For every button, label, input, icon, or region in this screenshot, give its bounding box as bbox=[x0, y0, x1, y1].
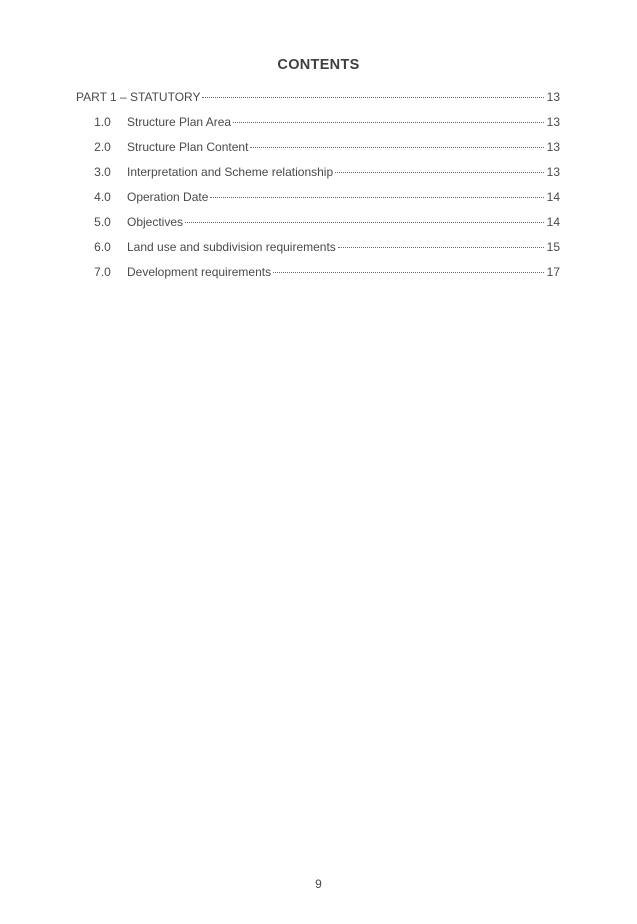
dot-leader bbox=[338, 247, 544, 248]
toc-entry-number: 6.0 bbox=[94, 240, 111, 254]
toc-entry-number: 3.0 bbox=[94, 165, 111, 179]
toc-entry[interactable] bbox=[76, 262, 560, 287]
toc-entry-label: Interpretation and Scheme relationship bbox=[127, 165, 334, 179]
toc-entry-label: Structure Plan Area bbox=[127, 115, 232, 129]
toc-entry-number: 5.0 bbox=[94, 215, 111, 229]
toc-entry-number: 1.0 bbox=[94, 115, 111, 129]
dot-leader bbox=[335, 172, 544, 173]
toc-entry-page: 14 bbox=[546, 215, 560, 229]
dot-leader bbox=[202, 97, 544, 98]
toc-entry-page: 14 bbox=[546, 190, 560, 204]
toc-entry[interactable] bbox=[76, 187, 560, 212]
toc-part-entry[interactable] bbox=[76, 87, 560, 112]
dot-leader bbox=[233, 122, 544, 123]
toc-entry-label: Operation Date bbox=[127, 190, 209, 204]
table-of-contents bbox=[76, 87, 560, 287]
toc-entry[interactable] bbox=[76, 112, 560, 137]
toc-part-label: PART 1 – STATUTORY bbox=[76, 90, 201, 104]
toc-entry[interactable] bbox=[76, 137, 560, 162]
toc-entry-label: Development requirements bbox=[127, 265, 272, 279]
toc-entry[interactable] bbox=[76, 237, 560, 262]
toc-part-page: 13 bbox=[546, 90, 560, 104]
toc-entry-page: 13 bbox=[546, 140, 560, 154]
toc-entry-page: 17 bbox=[546, 265, 560, 279]
dot-leader bbox=[273, 272, 544, 273]
toc-entry-label: Land use and subdivision requirements bbox=[127, 240, 336, 254]
toc-entry[interactable] bbox=[76, 212, 560, 237]
page-number: 9 bbox=[315, 877, 322, 891]
dot-leader bbox=[210, 197, 544, 198]
toc-entry-label: Structure Plan Content bbox=[127, 140, 249, 154]
toc-entry-page: 13 bbox=[546, 115, 560, 129]
contents-title: CONTENTS bbox=[277, 57, 360, 73]
toc-entry-label: Objectives bbox=[127, 215, 184, 229]
toc-entry[interactable] bbox=[76, 162, 560, 187]
dot-leader bbox=[250, 147, 544, 148]
toc-entry-page: 13 bbox=[546, 165, 560, 179]
toc-entry-page: 15 bbox=[546, 240, 560, 254]
toc-entry-number: 4.0 bbox=[94, 190, 111, 204]
toc-entry-number: 2.0 bbox=[94, 140, 111, 154]
toc-entry-number: 7.0 bbox=[94, 265, 111, 279]
dot-leader bbox=[185, 222, 544, 223]
